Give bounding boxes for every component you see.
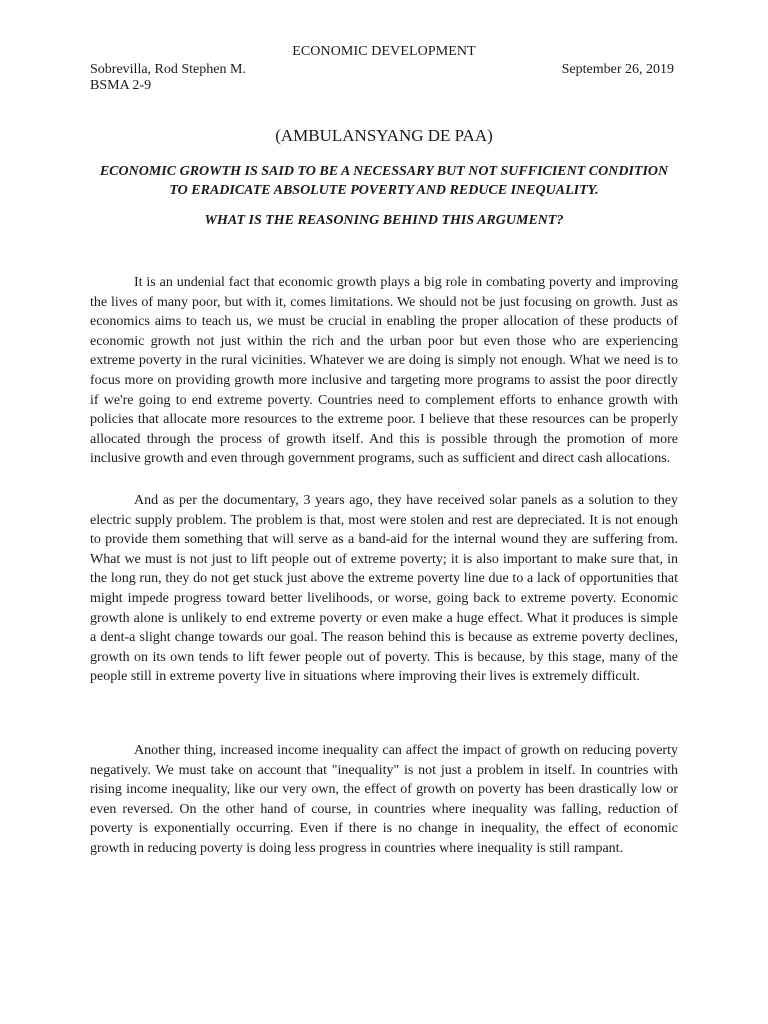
body-paragraph-1: It is an undenial fact that economic growth plays a big role in combating poverty and improving the lives of many poor, but with it, comes limitations. We should not be just focusing on growth. Just as economics aims to teach us, we must be crucial in enabling the proper allocation of these products of economic growth not just within the rich and the urban poor but even those who are experiencing extreme poverty in the rural vicinities. Whatever we are doing is simply not enough. What we need is to focus more on providing growth more inclusive and targeting more programs to assist the poor directly if we're going to end extreme poverty. Countries need to complement efforts to enhance growth with policies that allocate more resources to the extreme poor. I believe that these resources can be properly allocated through the process of growth itself. And this is possible through the promotion of more inclusive growth and even through government programs, such as sufficient and direct cash allocations. <box>90 275 678 467</box>
question-statement: ECONOMIC GROWTH IS SAID TO BE A NECESSARY BUT NOT SUFFICIENT CONDITION TO ERADICATE ABSOLUTE POVERTY AND REDUCE INEQUALITY. <box>99 164 669 198</box>
question-prompt: WHAT IS THE REASONING BEHIND THIS ARGUMENT? <box>204 213 564 228</box>
body-paragraph-3: Another thing, increased income inequality can affect the impact of growth on reducing poverty negatively. We must take on account that "inequality" is not just a problem in itself. In countries with rising income inequality, like our very own, the effect of growth on poverty has been drastically low or even reversed. On the other hand of course, in countries where inequality was falling, reduction of poverty is exponentially occurring. Even if there is no change in inequality, the effect of economic growth in reducing poverty is doing less progress in countries where inequality is still rampant. <box>90 743 678 856</box>
course-name: ECONOMIC DEVELOPMENT <box>292 44 476 59</box>
student-name: Sobrevilla, Rod Stephen M. <box>90 62 246 77</box>
document-title: (AMBULANSYANG DE PAA) <box>275 126 493 145</box>
student-section: BSMA 2-9 <box>90 78 152 93</box>
document-date: September 26, 2019 <box>561 62 674 77</box>
body-paragraph-2: And as per the documentary, 3 years ago, they have received solar panels as a solution to they electric supply problem. The problem is that, most were stolen and rest are depreciated. It is not enough to provide them something that will serve as a band-aid for the internal wound they are suffering from. What we must is not just to lift people out of extreme poverty; it is also important to make sure that, in the long run, they do not get stuck just above the extreme poverty line due to a lack of opportunities that might impede progress toward better livelihoods, or worse, going back to extreme poverty. Economic growth alone is unlikely to end extreme poverty or even make a huge effect. What it produces is simple a dent-a slight change towards our goal. The reason behind this is because as extreme poverty declines, growth on its own tends to lift fewer people out of poverty. This is because, by this stage, many of the people still in extreme poverty live in situations where improving their lives is extremely difficult. <box>90 493 678 685</box>
